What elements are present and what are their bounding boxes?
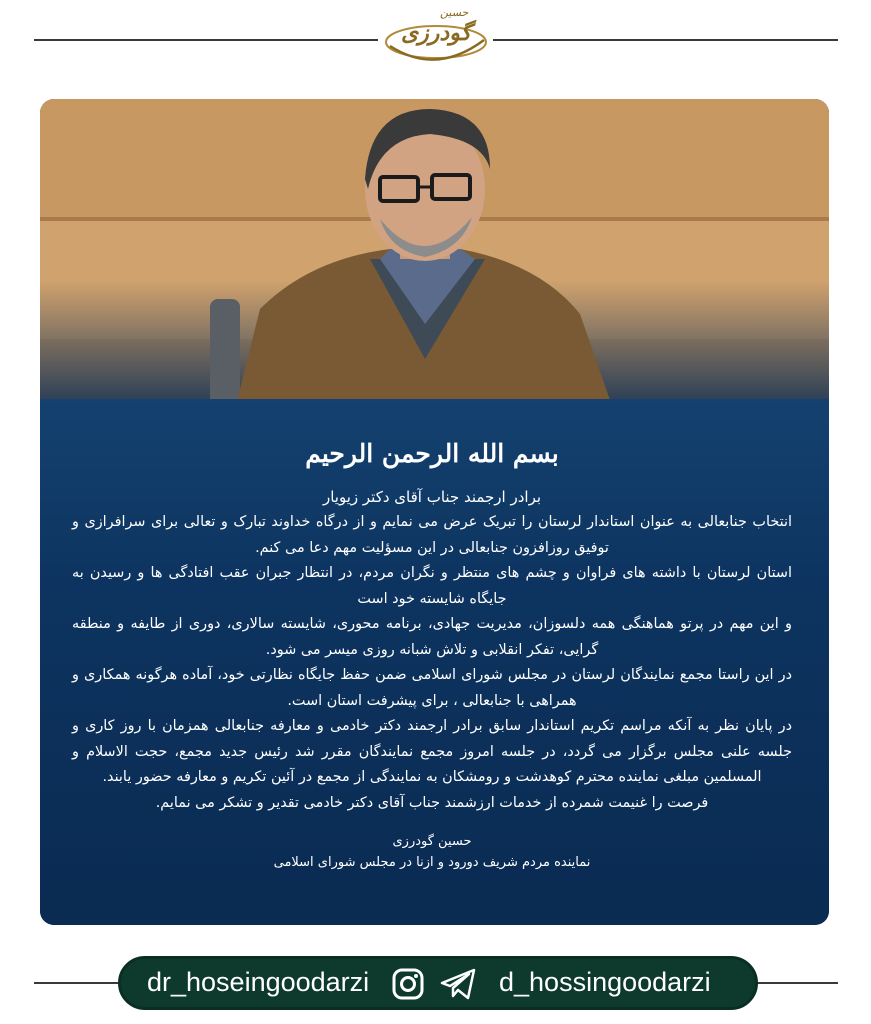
instagram-handle[interactable]: dr_hoseingoodarzi: [147, 967, 370, 997]
bottom-divider-left: [34, 982, 126, 984]
portrait-figure: [200, 99, 640, 429]
logo-top-text: حسین: [440, 6, 469, 19]
paragraph: انتخاب جنابعالی به عنوان استاندار لرستان را تبریک عرض می نمایم و از درگاه خداوند تبارک و تعالی برای سرافرازی و توفیق روزافزون جنابعالی در این مسؤلیت مهم دعا می کنم.: [72, 514, 792, 556]
paragraph: در پایان نظر به آنکه مراسم تکریم استاندار سابق برادر ارجمند دکتر خادمی و معارفه جنابعالی همزمان با روز کاری و جلسه علنی مجلس برگزار می گردد، در جلسه امروز مجمع نمایندگان مقرر شد رئیس جدید مجمع، حجت الاسلام و المسلمین مبلغی نماینده محترم کوهدشت و رومشکان به نمایندگی از مجمع در آئین تکریم و معارفه حضور یابند.: [72, 718, 792, 785]
signature-title: نماینده مردم شریف دورود و ازنا در مجلس شورای اسلامی: [273, 855, 591, 870]
top-divider-right: [493, 39, 838, 41]
closing-line: فرصت را غنیمت شمرده از خدمات ارزشمند جناب آقای دکتر خادمی تقدیر و تشکر می نمایم.: [155, 794, 709, 811]
instagram-icon[interactable]: [391, 967, 425, 1001]
salutation: برادر ارجمند جناب آقای دکتر زیویار: [322, 488, 542, 506]
letter-body: [72, 439, 792, 870]
bottom-divider-right: [745, 982, 838, 984]
signature-name: حسین گودرزی: [392, 834, 472, 849]
logo-text: گودرزی: [400, 20, 472, 46]
paragraph: استان لرستان با داشته های فراوان و چشم های منتظر و نگران مردم، در انتظار جبران عقب افتادگی ها و رسیدن به جایگاه شایسته خود است: [72, 565, 792, 607]
paragraph: در این راستا مجمع نمایندگان لرستان در مجلس شورای اسلامی ضمن حفظ جایگاه نظارتی خود، آماده هرگونه همکاری و همراهی با جنابعالی ، برای پیشرفت استان است.: [72, 667, 792, 709]
top-divider-left: [34, 39, 378, 41]
telegram-handle[interactable]: d_hossingoodarzi: [499, 967, 711, 997]
paragraph: و این مهم در پرتو هماهنگی همه دلسوزان، مدیریت جهادی، برنامه محوری، شایسته سالاری، دوری از طایفه و منطقه گرایی، تفکر انقلابی و تلاش شبانه روزی میسر می شود.: [72, 616, 792, 658]
social-handles-bar: [118, 956, 758, 1010]
signature-logo: [380, 6, 492, 70]
portrait-photo: [40, 99, 829, 429]
message-card: [40, 99, 829, 925]
telegram-icon[interactable]: [439, 966, 477, 1002]
basmala-heading: بسم الله الرحمن الرحیم: [305, 439, 559, 468]
